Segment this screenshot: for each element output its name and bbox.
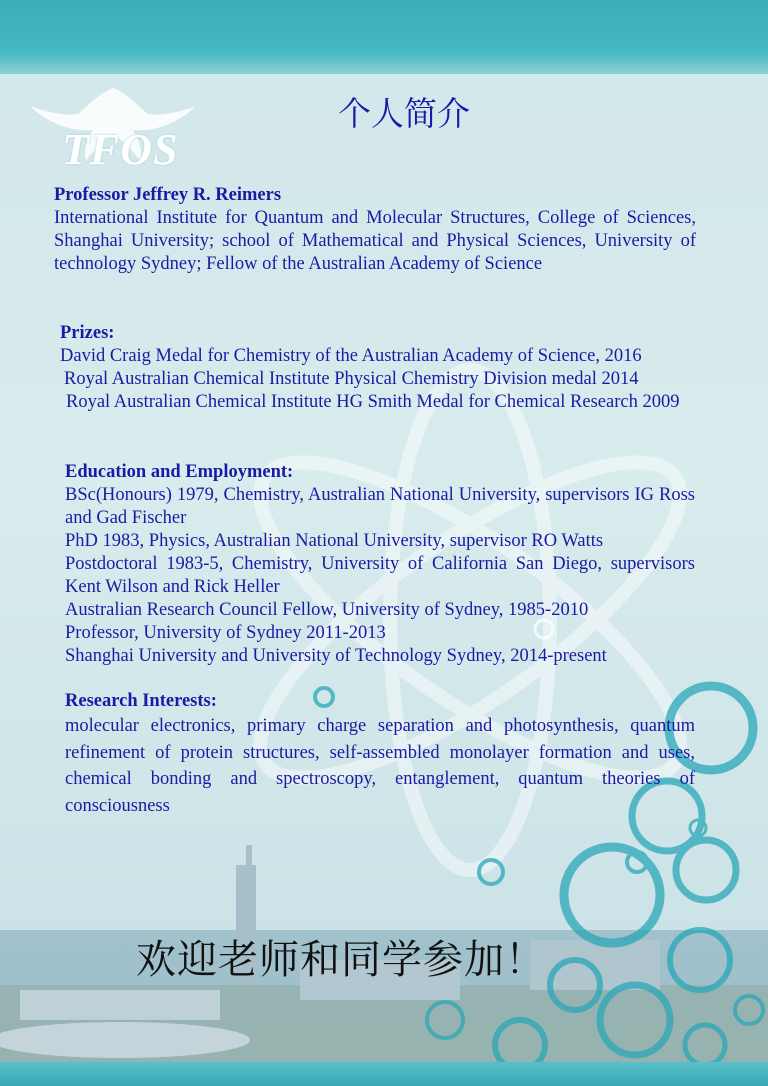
profile-section — [54, 184, 696, 276]
education-item: PhD 1983, Physics, Australian National University, supervisor RO Watts — [65, 531, 604, 551]
bottom-banner — [0, 1062, 768, 1086]
page-title: 个人简介 — [338, 94, 470, 133]
prize-item: David Craig Medal for Chemistry of the Australian Academy of Science, 2016 — [60, 346, 642, 366]
education-section — [65, 461, 695, 668]
education-item: BSc(Honours) 1979, Chemistry, Australian National University, supervisors IG Ross and Gad Fischer — [65, 485, 695, 528]
research-section — [65, 690, 695, 819]
research-heading: Research Interests: — [65, 691, 217, 711]
research-text: molecular electronics, primary charge separation and photosynthesis, quantum refinement of protein structures, self-assembled monolayer formation and uses, chemical bonding and spectroscopy, entanglement, quantum theories of consciousness — [65, 716, 695, 816]
education-item: Postdoctoral 1983-5, Chemistry, University of California San Diego, supervisors Kent Wilson and Rick Heller — [65, 554, 695, 597]
welcome-message: 欢迎老师和同学参加！ — [136, 937, 546, 983]
logo-text: TFOS — [62, 125, 179, 174]
education-item: Professor, University of Sydney 2011-2013 — [65, 623, 386, 643]
affiliation-text: International Institute for Quantum and Molecular Structures, College of Sciences, Shanghai University; school of Mathematical and Physical Sciences, University of technology Sydney; Fellow of the Australian Academy of Science — [54, 208, 696, 274]
prizes-section — [60, 322, 700, 414]
education-item: Shanghai University and University of Technology Sydney, 2014-present — [65, 646, 607, 666]
prizes-heading: Prizes: — [60, 323, 115, 343]
professor-name: Professor Jeffrey R. Reimers — [54, 185, 282, 205]
prize-item: Royal Australian Chemical Institute HG Smith Medal for Chemical Research 2009 — [66, 392, 680, 412]
prize-item: Royal Australian Chemical Institute Physical Chemistry Division medal 2014 — [64, 369, 639, 389]
education-heading: Education and Employment: — [65, 462, 294, 482]
education-item: Australian Research Council Fellow, University of Sydney, 1985-2010 — [65, 600, 589, 620]
